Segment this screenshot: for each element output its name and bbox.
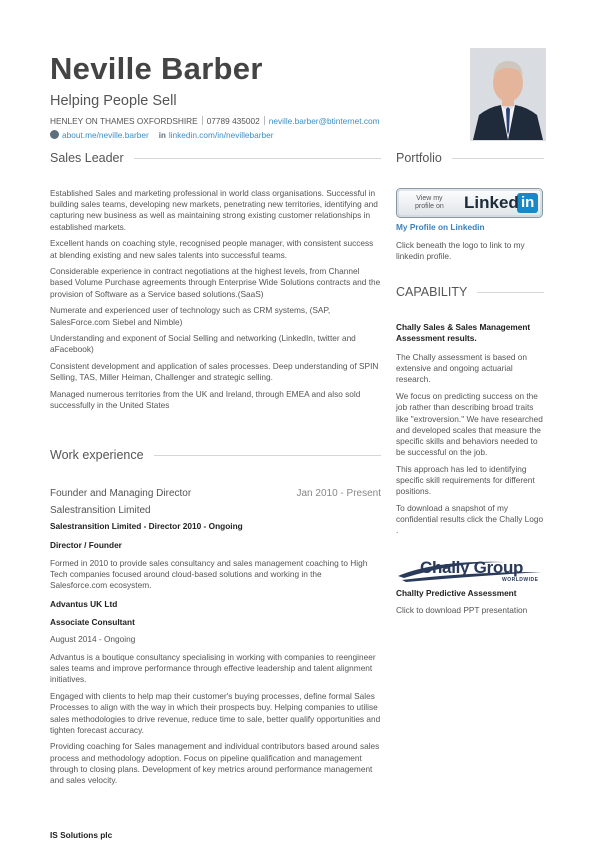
capability-paragraph: We focus on predicting success on the job rather than describing broad traits like "extroversion." We have researched and developed scales that measure the specific skills and behaviors needed to be successful on the job. (396, 391, 543, 458)
job-company: Salestransition Limited (50, 505, 151, 516)
job-description: Formed in 2010 to provide sales consultancy and sales management coaching to High Tech companies focused around cloud-based solutions and working in the Salesforce.com ecosystem. (50, 558, 368, 591)
summary-paragraph: Understanding and exponent of Social Selling and networking (LinkedIn, twitter and aFacebook) (50, 333, 356, 355)
linkedin-profile-desc: Click beneath the logo to link to my linkedin profile. (396, 240, 525, 262)
section-title: CAPABILITY (396, 285, 468, 299)
section-rule (452, 158, 544, 159)
section-title: Sales Leader (50, 151, 124, 165)
job-title: Founder and Managing Director (50, 488, 192, 499)
badge-caption: View my (416, 195, 443, 202)
section-rule (477, 292, 544, 293)
summary-paragraph: Considerable experience in contract negotiations at the highest levels, from Channel based Volume Purchase agreements through Enterprise Wide Solutions contracts and the provision of Software as a Service based solutions.(SaaS) (50, 266, 381, 299)
summary-paragraph: Consistent development and application of sales processes. Deep understanding of SPIN Selling, TAS, Miller Heiman, Challenger and strategic selling. (50, 361, 379, 383)
divider (264, 116, 265, 125)
linkedin-profile-link[interactable]: My Profile on Linkedin (396, 222, 485, 232)
candidate-name: Neville Barber (50, 51, 263, 86)
chally-link-desc: Click to download PPT presentation (396, 605, 528, 615)
capability-paragraph: To download a snapshot of my confidential results click the Chally Logo . (396, 502, 544, 536)
section-rule (134, 158, 381, 159)
portrait-image (471, 49, 545, 140)
badge-brand: Linked (464, 193, 519, 212)
summary-paragraph: Established Sales and marketing professional in world class organisations. Successful in building sales teams, developing new markets, penetrating new territories, identifying and capturing new business as well as maintaining strong existing customer relationships in established markets. (50, 188, 378, 232)
section-work-experience (50, 447, 381, 463)
about-me-link[interactable]: about.me/neville.barber (62, 130, 149, 140)
position-dates: August 2014 - Ongoing (50, 634, 136, 644)
description-paragraph: Providing coaching for Sales management and individual contributors based around sales process and methodology adoption. Focus on pipeline qualification and management through to closing plans. Development of key metrics around performance management and sales velocity. (50, 741, 380, 786)
capability-paragraph: The Chally assessment is based on extensive and ongoing actuarial research. (396, 352, 527, 385)
linkedin-badge[interactable] (396, 188, 543, 218)
position-description (50, 652, 381, 792)
description-paragraph: Advantus is a boutique consultancy specialising in working with companies to reengineer sales teams and improve performance through effective leadership and talent alignment initiatives. (50, 652, 376, 685)
badge-brand-in: in (521, 194, 535, 211)
summary-text (50, 188, 381, 417)
profile-photo (470, 48, 546, 141)
section-rule (154, 455, 381, 456)
tagline: Helping People Sell (50, 93, 177, 109)
linkedin-link[interactable]: linkedin.com/in/nevillebarber (168, 130, 274, 140)
capability-text (396, 352, 544, 542)
section-title: Work experience (50, 448, 144, 462)
section-title: Portfolio (396, 151, 442, 165)
email-link[interactable]: neville.barber@btinternet.com (268, 116, 380, 126)
contact-line (50, 116, 380, 127)
company-name: Advantus UK Ltd (50, 599, 118, 609)
summary-paragraph: Managed numerous territories from the UK and Ireland, through EMEA and also sold successfully in the United States (50, 389, 361, 411)
job-subheading: Director / Founder (50, 540, 122, 550)
capability-paragraph: This approach has led to identifying specific skill requirements for different positions. (396, 463, 535, 497)
profile-links (50, 130, 274, 141)
chally-link[interactable]: Challty Predictive Assessment (396, 588, 517, 598)
next-company-name: IS Solutions plc (50, 830, 113, 840)
location: HENLEY ON THAMES OXFORDSHIRE (50, 116, 198, 126)
summary-paragraph: Numerate and experienced user of technology such as CRM systems, (SAP, SalesForce.com Siebel and Nimble) (50, 305, 331, 327)
summary-paragraph: Excellent hands on coaching style, recognised people manager, with consistent success at blending existing and new sales talents into successful teams. (50, 238, 374, 260)
capability-heading: Chally Sales & Sales Management Assessment results. (396, 322, 531, 344)
badge-caption: profile on (415, 203, 444, 210)
section-sales-leader (50, 150, 381, 166)
job-subheading: Salestransition Limited - Director 2010 - Ongoing (50, 521, 243, 531)
job-dates: Jan 2010 - Present (296, 488, 381, 499)
description-paragraph: Engaged with clients to help map their customer's buying processes, define formal Sales Processes to align with the way in which their prospects buy. Helping companies to utilise sales methodologies to drive revenue, reduce time to sale, better qualify opportunities and tighten forecast accuracy. (50, 691, 381, 735)
chally-wordmark: Chally Group (420, 558, 524, 577)
globe-icon (50, 130, 59, 139)
chally-wordmark-sub: WORLDWIDE (502, 577, 539, 583)
linkedin-icon: in (158, 131, 166, 140)
section-capability (396, 284, 544, 300)
phone: 07789 435002 (206, 116, 260, 126)
section-portfolio (396, 150, 544, 166)
position-title: Associate Consultant (50, 617, 135, 627)
divider (202, 116, 203, 125)
chally-logo[interactable] (396, 558, 544, 584)
